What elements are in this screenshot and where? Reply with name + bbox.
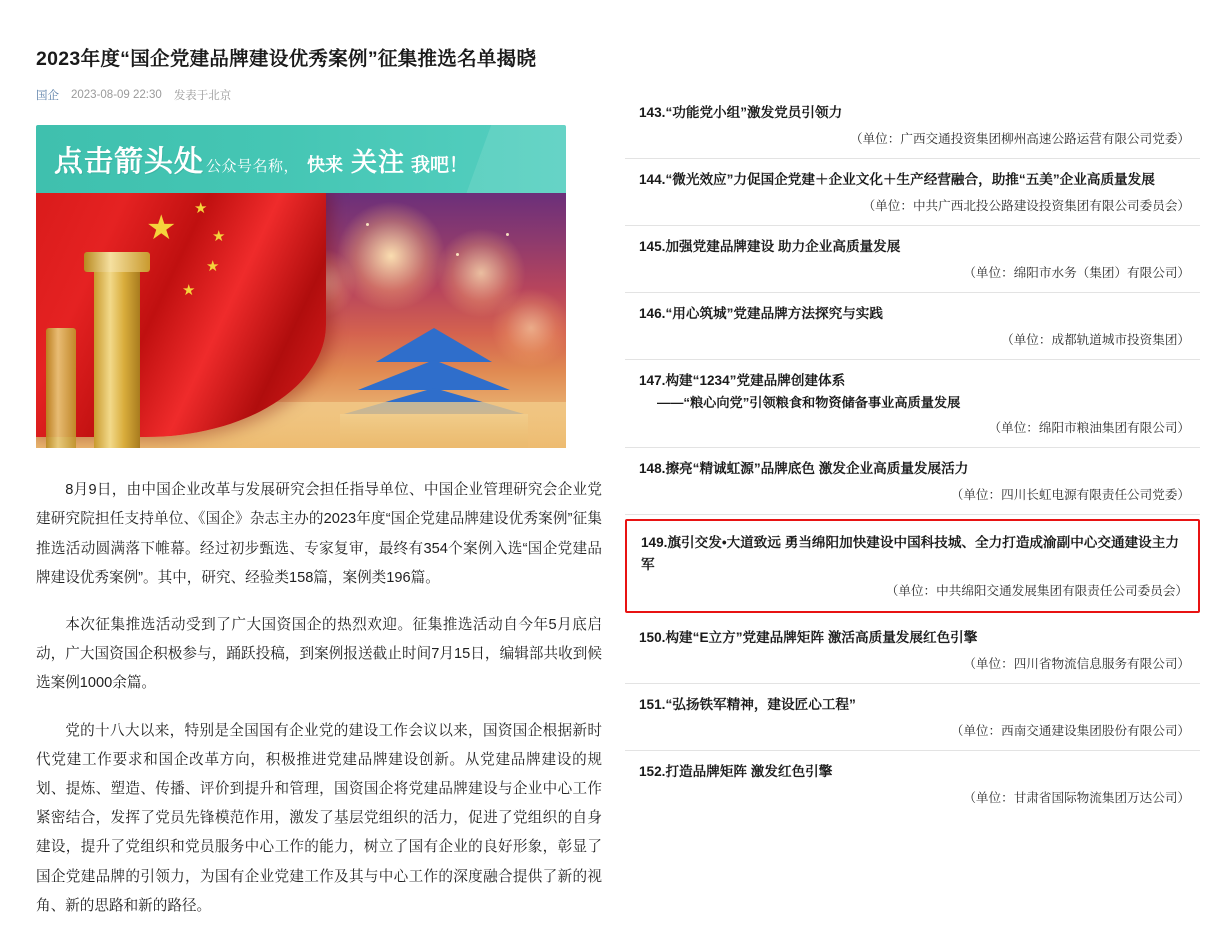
meta-source[interactable]: 国企 bbox=[36, 90, 59, 103]
gold-column-small bbox=[46, 328, 76, 448]
star-icon: ★ bbox=[146, 209, 177, 248]
red-flag-illustration bbox=[36, 193, 326, 437]
case-list bbox=[625, 92, 1200, 816]
banner-text-3: 快来 bbox=[307, 154, 344, 175]
sparkle-icon bbox=[506, 233, 509, 236]
temple-roof-top bbox=[376, 328, 492, 362]
list-item-title: 152.打造品牌矩阵 激发红色引擎 bbox=[639, 763, 833, 779]
list-item-unit: （单位：成都轨道城市投资集团） bbox=[1001, 332, 1190, 347]
list-item-title: 145.加强党建品牌建设 助力企业高质量发展 bbox=[639, 238, 901, 254]
list-item bbox=[625, 226, 1200, 293]
list-item bbox=[625, 159, 1200, 226]
follow-banner[interactable] bbox=[36, 125, 566, 193]
star-icon: ★ bbox=[194, 200, 208, 218]
gold-column bbox=[94, 263, 140, 448]
list-item-unit: （单位：中共绵阳交通发展集团有限责任公司委员会） bbox=[885, 583, 1188, 598]
banner-text-5: 我吧！ bbox=[411, 154, 469, 176]
meta-datetime: 2023-08-09 22:30 bbox=[71, 89, 162, 102]
article-body bbox=[36, 476, 602, 921]
list-item bbox=[625, 448, 1200, 515]
list-item-highlighted bbox=[625, 519, 1200, 613]
list-item-title: 147.构建“1234”党建品牌创建体系 bbox=[639, 372, 846, 388]
star-icon: ★ bbox=[206, 258, 220, 276]
list-item-title: 150.构建“E立方”党建品牌矩阵 激活高质量发展红色引擎 bbox=[639, 629, 978, 645]
follow-banner-text bbox=[36, 139, 468, 180]
list-item bbox=[625, 684, 1200, 751]
banner-text-4: 关注 bbox=[351, 146, 406, 177]
list-item-title: 144.“微光效应”力促国企党建＋企业文化＋生产经营融合，助推“五美”企业高质量发展 bbox=[639, 171, 1155, 187]
list-item-title: 149.旗引交发•大道致远 勇当绵阳加快建设中国科技城、全力打造成渝副中心交通建设主力军 bbox=[641, 534, 1179, 572]
temple-roof-mid bbox=[358, 360, 510, 390]
list-item-unit: （单位：四川省物流信息服务有限公司） bbox=[963, 656, 1190, 671]
star-icon: ★ bbox=[212, 228, 226, 246]
article-meta bbox=[36, 87, 606, 103]
article-left-column bbox=[36, 46, 606, 939]
banner-text-1: 点击箭头处 bbox=[54, 145, 205, 178]
list-item-unit: （单位：中共广西北投公路建设投资集团有限公司委员会） bbox=[862, 198, 1190, 213]
list-item-unit: （单位：绵阳市水务（集团）有限公司） bbox=[963, 265, 1190, 280]
list-item-title: 146.“用心筑城”党建品牌方法探究与实践 bbox=[639, 305, 883, 321]
list-item bbox=[625, 293, 1200, 360]
list-item-title: 151.“弘扬铁军精神，建设匠心工程” bbox=[639, 696, 856, 712]
list-item bbox=[625, 617, 1200, 684]
list-item bbox=[625, 751, 1200, 817]
list-item-unit: （单位：西南交通建设集团股份有限公司） bbox=[950, 723, 1190, 738]
list-item-unit: （单位：四川长虹电源有限责任公司党委） bbox=[950, 487, 1190, 502]
list-item-unit: （单位：广西交通投资集团柳州高速公路运营有限公司党委） bbox=[849, 132, 1190, 147]
list-item-title: 148.擦亮“精诚虹源”品牌底色 激发企业高质量发展活力 bbox=[639, 460, 969, 476]
article-paragraph: 8月9日，由中国企业改革与发展研究会担任指导单位、中国企业管理研究会企业党建研究院担任支持单位、《国企》杂志主办的2023年度“国企党建品牌建设优秀案例”征集推选活动圆满落下帷幕。经过初步甄选、专家复审，最终有354个案例入选“国企党建品牌建设优秀案例”。其中，研究、经验类158篇，案例类196篇。 bbox=[36, 482, 602, 586]
star-icon: ★ bbox=[182, 282, 196, 300]
list-item-subtitle: ——“粮心向党”引领粮食和物资储备事业高质量发展 bbox=[657, 394, 961, 410]
meta-location: 发表于北京 bbox=[173, 90, 232, 103]
gold-column-cap bbox=[84, 252, 150, 272]
list-item bbox=[625, 92, 1200, 159]
hero-image bbox=[36, 193, 566, 448]
list-item bbox=[625, 360, 1200, 448]
article-paragraph: 本次征集推选活动受到了广大国资国企的热烈欢迎。征集推选活动自今年5月底启动，广大国资国企积极参与，踊跃投稿，到案例报送截止时间7月15日，编辑部共收到候选案例1000余篇。 bbox=[36, 617, 602, 692]
list-item-unit: （单位：绵阳市粮油集团有限公司） bbox=[988, 421, 1190, 436]
page-title: 2023年度“国企党建品牌建设优秀案例”征集推选名单揭晓 bbox=[36, 48, 537, 70]
list-item-unit: （单位：甘肃省国际物流集团万达公司） bbox=[963, 790, 1190, 805]
banner-text-2: 公众号名称， bbox=[206, 157, 300, 175]
list-item-title: 143.“功能党小组”激发党员引领力 bbox=[639, 105, 843, 120]
article-paragraph: 党的十八大以来，特别是全国国有企业党的建设工作会议以来，国资国企根据新时代党建工作要求和国企改革方向，积极推进党建品牌建设创新。从党建品牌建设的规划、提炼、塑造、传播、评价到提升和管理，国资国企将党建品牌建设与企业中心工作紧密结合，发挥了党员先锋模范作用，激发了基层党组织的活力，促进了党组织的自身建设，提升了党组织和党员服务中心工作的能力，树立了国有企业的良好形象，彰显了国企党建品牌的引领力，为国有企业党建工作及其与中心工作的深度融合提供了新的视角、新的思路和新的路径。 bbox=[36, 722, 602, 914]
